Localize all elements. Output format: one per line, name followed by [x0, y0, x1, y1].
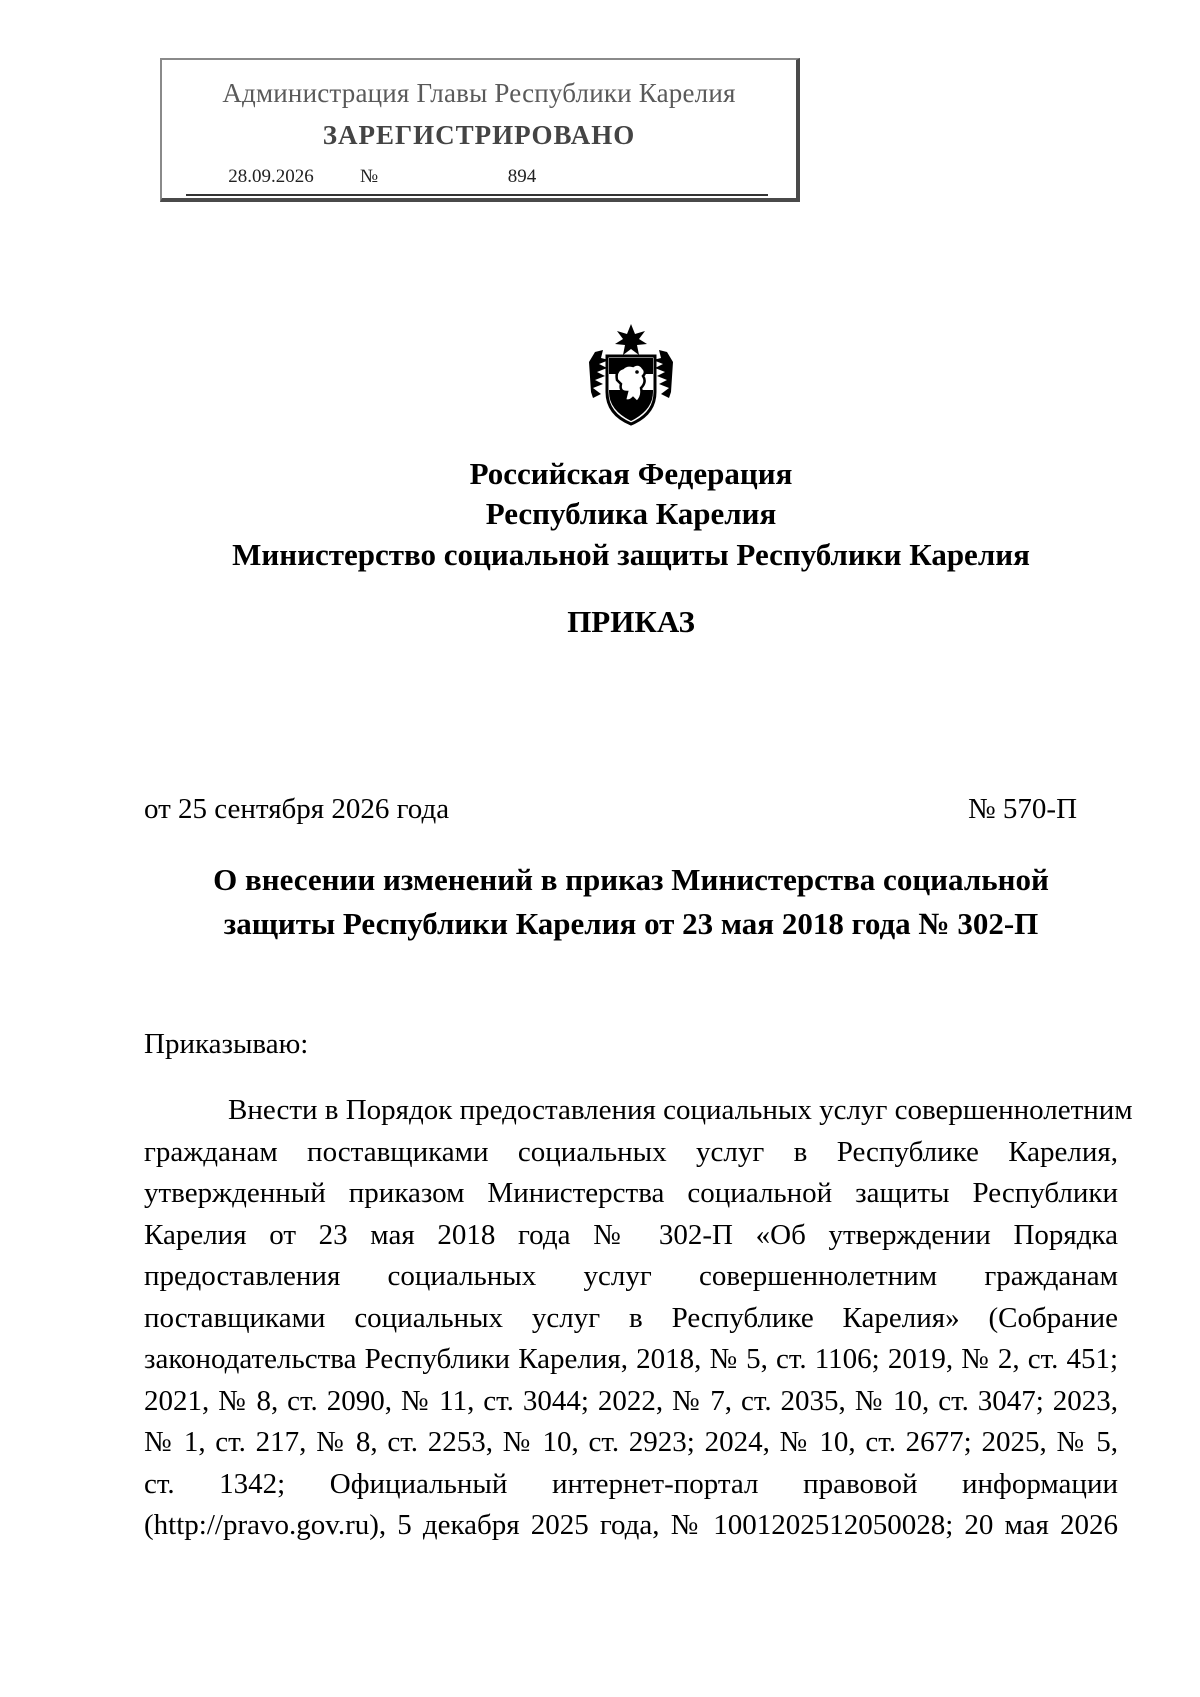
body-line: поставщиками социальных услуг в Республике Карелия» (Собрание: [144, 1301, 1118, 1334]
body-line: Карелия от 23 мая 2018 года № 302-П «Об утверждении Порядка: [144, 1218, 1118, 1251]
body-line: (http://pravo.gov.ru), 5 декабря 2025 года, № 1001202512050028; 20 мая 2026: [144, 1509, 1118, 1541]
body-line: законодательства Республики Карелия, 2018, № 5, ст. 1106; 2019, № 2, ст. 451;: [144, 1343, 1118, 1375]
header-ministry: Министерство социальной защиты Республики Карелия: [232, 537, 1030, 572]
body-line: утвержденный приказом Министерства социальной защиты Республики: [144, 1177, 1118, 1209]
registration-stamp: [160, 58, 800, 202]
stamp-organization: Администрация Главы Республики Карелия: [222, 78, 736, 108]
stamp-date: 28.09.2026: [186, 166, 356, 196]
body-paragraph: [144, 1090, 1133, 1547]
body-line: предоставления социальных услуг совершеннолетним гражданам: [144, 1260, 1118, 1292]
document-type-title: ПРИКАЗ: [567, 604, 695, 639]
body-line: 2021, № 8, ст. 2090, № 11, ст. 3044; 2022, № 7, ст. 2035, № 10, ст. 3047; 2023,: [144, 1384, 1118, 1417]
coat-of-arms-emblem: [585, 322, 677, 430]
stamp-number-sign: №: [360, 166, 379, 187]
order-subject: [0, 858, 1200, 946]
body-line: гражданам поставщиками социальных услуг в Республике Карелия,: [144, 1135, 1118, 1168]
stamp-number: 894: [507, 166, 537, 187]
directive: Приказываю:: [144, 1028, 309, 1060]
body-line: № 1, ст. 217, № 8, ст. 2253, № 10, ст. 2923; 2024, № 10, ст. 2677; 2025, № 5,: [144, 1426, 1118, 1458]
order-number: № 570-П: [968, 793, 1078, 825]
subject-line: О внесении изменений в приказ Министерства социальной: [213, 862, 1049, 897]
header-region: Республика Карелия: [485, 496, 777, 531]
stamp-status: ЗАРЕГИСТРИРОВАНО: [322, 120, 636, 150]
stamp-number-field: [356, 166, 768, 196]
body-line: ст. 1342; Официальный интернет-портал правовой информации: [144, 1467, 1118, 1500]
order-date: от 25 сентября 2026 года: [144, 793, 450, 825]
subject-line: защиты Республики Карелия от 23 мая 2018 года № 302-П: [223, 906, 1039, 941]
header-country: Российская Федерация: [469, 456, 793, 491]
body-line: Внести в Порядок предоставления социальных услуг совершеннолетним: [228, 1094, 1133, 1126]
